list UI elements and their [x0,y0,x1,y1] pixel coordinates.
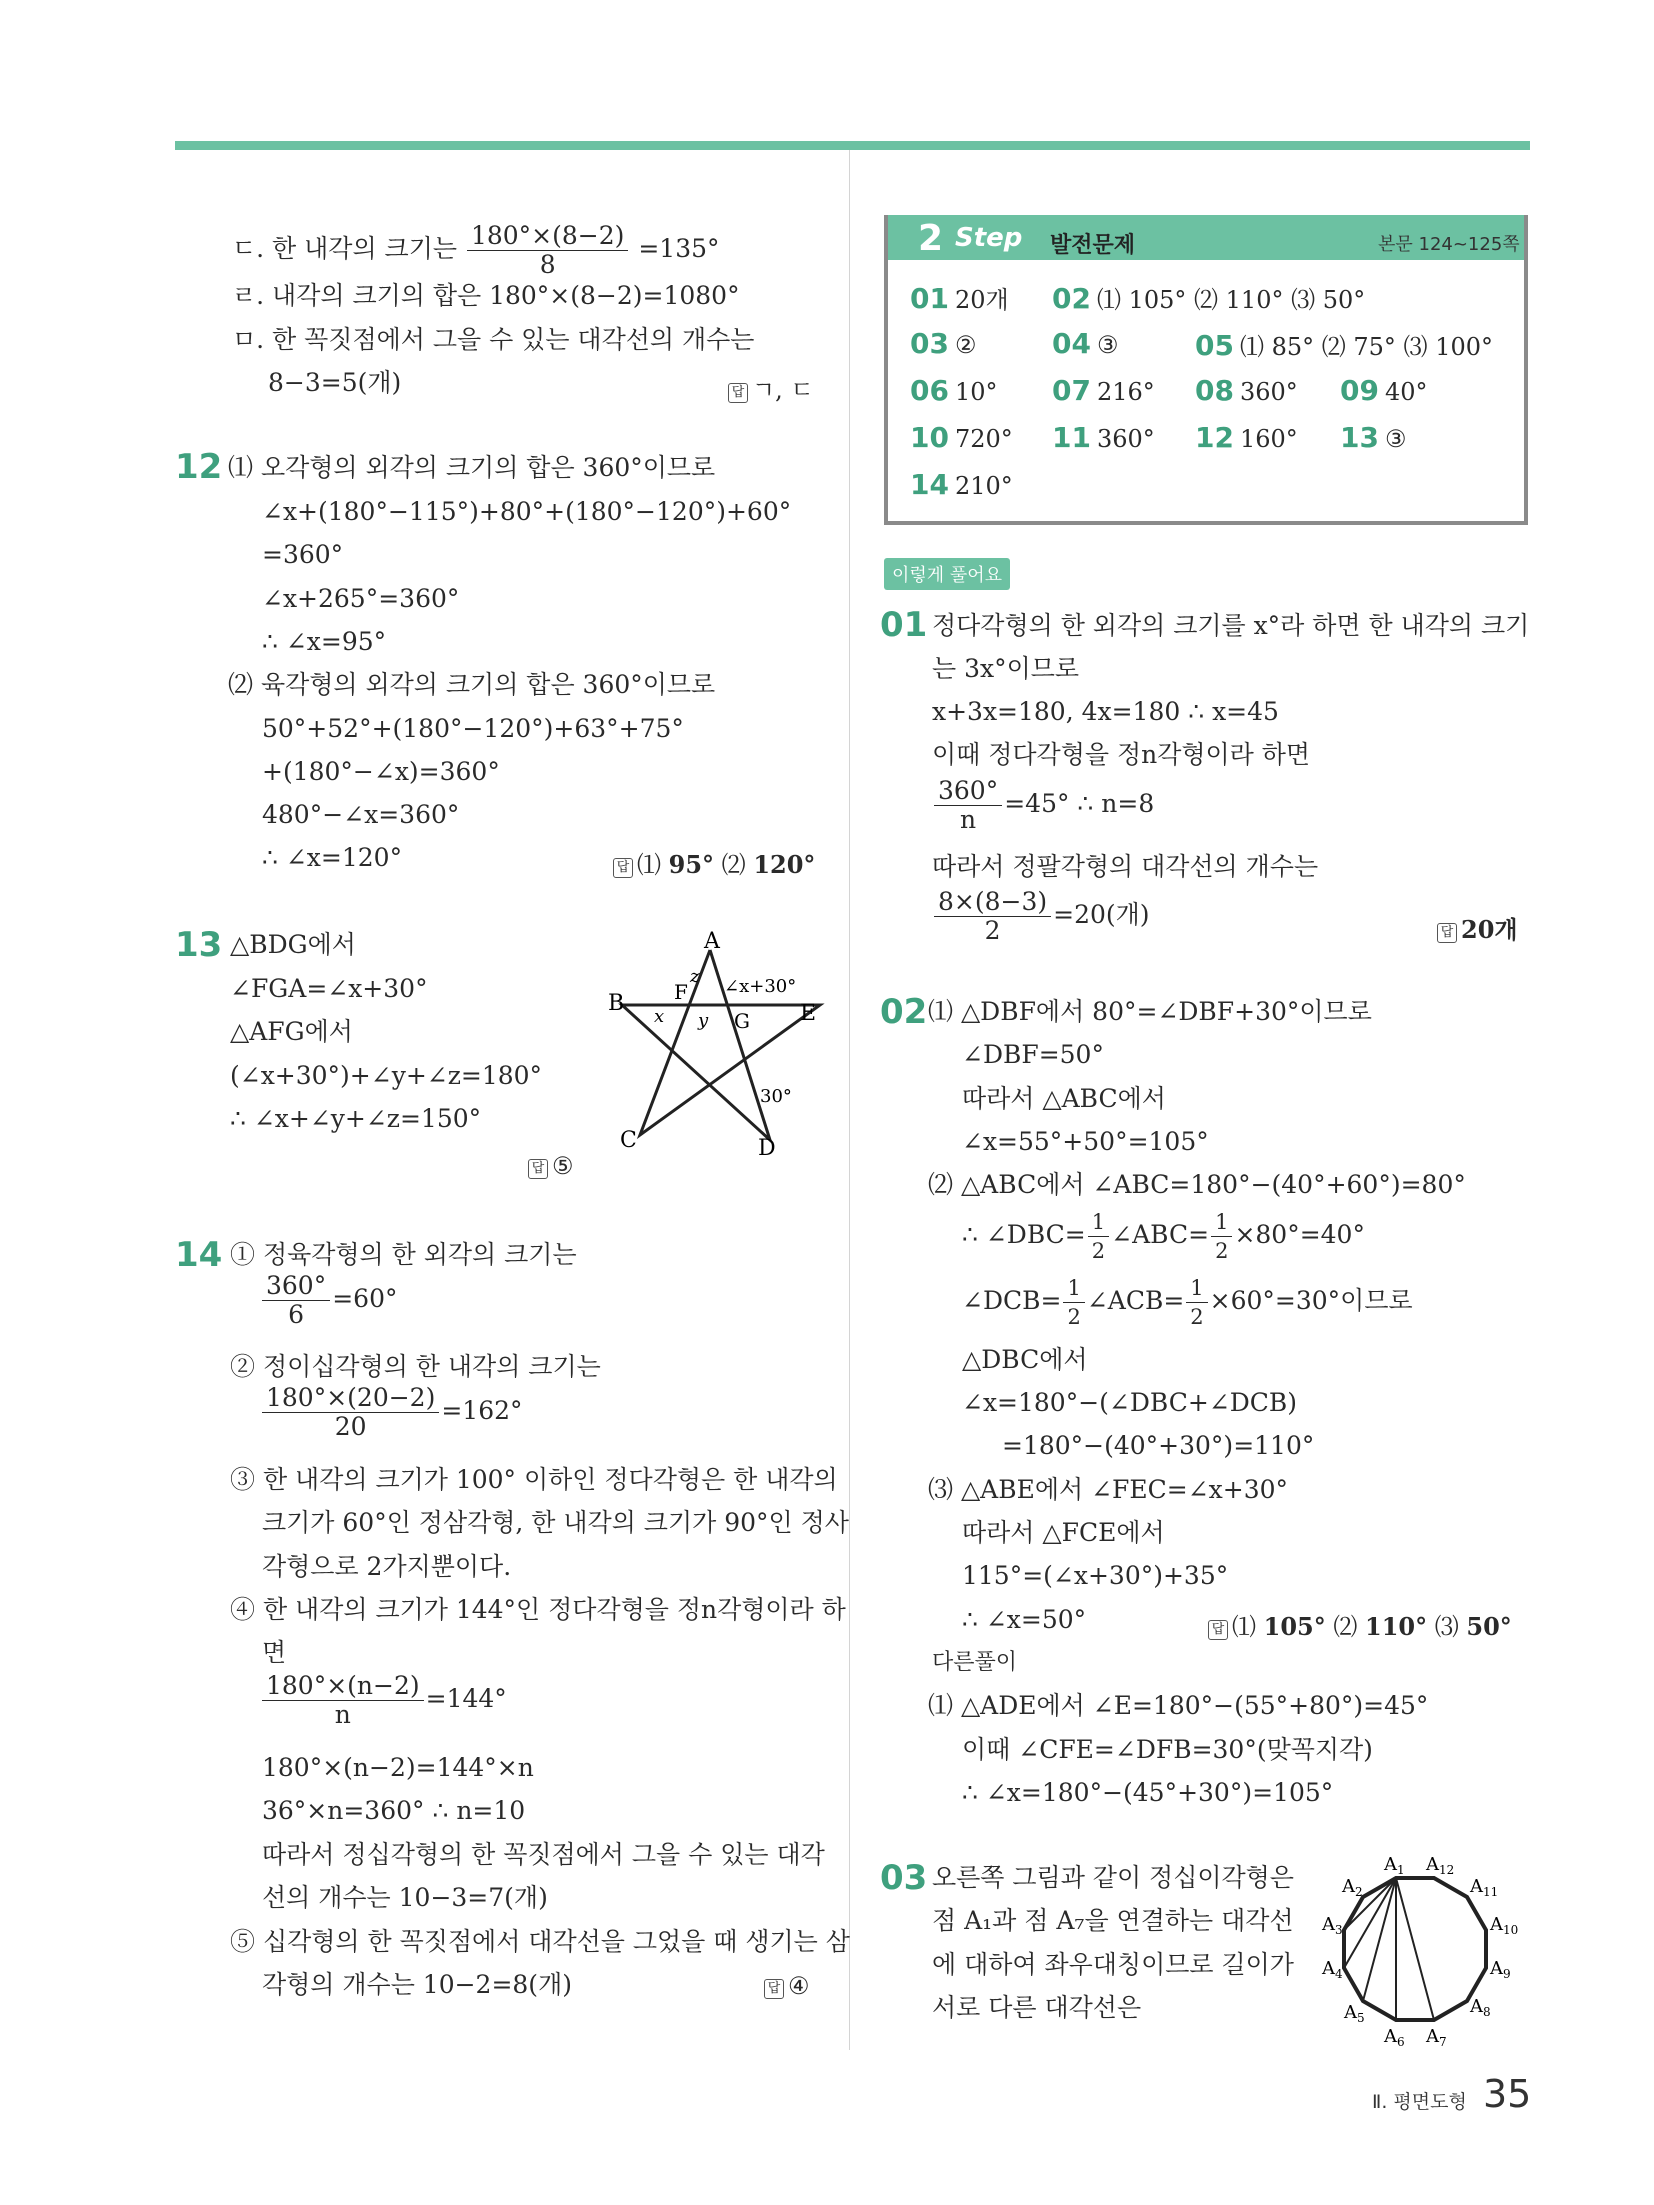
answer-11 [728,370,814,405]
problem-number-03: 03 [880,1858,928,1898]
fraction-denominator: 2 [1215,1239,1229,1263]
p14-line: ③ 한 내각의 크기가 100° 이하인 정다각형은 한 내각의 [230,1465,838,1494]
p14-line: 36°×n=360° ∴ n=10 [262,1796,526,1825]
p02-line: =180°−(40°+30°)=110° [1002,1431,1315,1460]
vertex-A10: $A_{10}$ [1490,1914,1519,1937]
vertex-A9: $A_9$ [1490,1958,1511,1981]
p14-line: 180°×(n−2)=144°×n [262,1753,534,1782]
answer-cell [1340,374,1428,407]
p12-line: +(180°−∠x)=360° [262,757,500,786]
label-C: C [620,1128,637,1153]
fraction-half [1088,1208,1109,1265]
answer-cell [1195,374,1298,407]
problem-number-01: 01 [880,605,928,645]
fraction-denominator: 2 [1091,1239,1106,1263]
answer-cell [1052,280,1365,315]
p13-line: △AFG에서 [230,1017,353,1046]
answer-val: 20개 [954,286,1009,314]
p03-line: 점 A₁과 점 A₇을 연결하는 대각선 [932,1906,1294,1935]
answer-02 [1208,1607,1512,1642]
p14-line: 크기가 60°인 정삼각형, 한 내각의 크기가 90°인 정사 [262,1508,849,1537]
answer-part: ⑴ [1232,1613,1264,1641]
fraction-result: =20(개) [1053,900,1150,929]
answer-num: 14 [910,468,949,501]
p14-fraction-line [260,1672,507,1729]
answer-num: 08 [1195,374,1234,407]
answer-cell [910,421,1013,454]
fraction-result: =60° [332,1284,398,1313]
answer-num: 10 [910,421,949,454]
text: ×80°=40° [1234,1220,1365,1249]
cont-text: ㄷ. 한 내각의 크기는 [232,234,457,263]
answer-text: ⑤ [552,1152,574,1180]
problem-number-12: 12 [175,447,223,487]
label-D: D [758,1136,776,1161]
answer-cell [910,468,1013,501]
answer-text: 20개 [1461,915,1518,944]
answer-val: ③ [1384,425,1407,453]
fraction-numerator: 1 [1186,1274,1207,1303]
answer-text: ㄱ, ㄷ [752,376,814,404]
p13-line: ∠FGA=∠x+30° [230,974,428,1003]
answer-cell [1052,327,1118,360]
fraction-half [1186,1274,1207,1331]
p02-line: ∠x=55°+50°=105° [962,1127,1209,1156]
vertex-A3: $A_3$ [1322,1914,1343,1937]
p02-line: ⑵ △ABC에서 ∠ABC=180°−(40°+60°)=80° [928,1170,1466,1199]
alt-solution-label: 다른풀이 [932,1650,1018,1675]
label-A: A [704,930,720,954]
label-F: F [674,980,688,1004]
answer-part: ⑶ [1427,1613,1467,1641]
fraction-numerator: 180°×(8−2) [467,222,628,251]
answer-val: 160° [1239,425,1298,453]
fraction [262,1272,330,1329]
fraction-result: =144° [425,1684,507,1713]
answer-num: 07 [1052,374,1091,407]
p02-line: △DBC에서 [962,1345,1088,1374]
fraction-denominator: 2 [1067,1305,1081,1329]
text: ∠ABC= [1111,1220,1210,1249]
vertex-A4: $A_4$ [1322,1958,1343,1981]
p12-line: ∴ ∠x=120° [262,843,403,872]
answer-val: 10° [954,378,998,406]
answer-num: 02 [1052,282,1091,315]
label-G: G [734,1009,750,1033]
answer-num: 06 [910,374,949,407]
answer-num: 01 [910,282,949,315]
p02-line-half [962,1274,1413,1331]
cont-line-2: ㄹ. 내각의 크기의 합은 180°×(8−2)=1080° [232,281,740,310]
label-angle-x30: ∠x+30° [724,976,797,997]
fraction-numerator: 360° [934,777,1002,806]
p02-line: 따라서 △FCE에서 [962,1518,1165,1547]
answer-cell [1195,327,1493,362]
p02-line: ⑴ △ADE에서 ∠E=180°−(55°+80°)=45° [928,1691,1429,1720]
fraction [467,222,628,279]
p01-line: 는 3x°이므로 [932,654,1080,683]
fraction-numerator: 1 [1088,1208,1109,1237]
cont-line-1 [232,222,720,279]
p01-line: x+3x=180, 4x=180 ∴ x=45 [932,697,1279,726]
p03-line: 서로 다른 대각선은 [932,1993,1142,2022]
p02-line: ∠DBF=50° [962,1040,1104,1069]
answer-num: 04 [1052,327,1091,360]
fraction [262,1384,439,1441]
fraction-result: =45° ∴ n=8 [1004,789,1155,818]
label-z: z [690,966,700,987]
label-B: B [608,991,625,1016]
p14-line: ④ 한 내각의 크기가 144°인 정다각형을 정n각형이라 하 [230,1595,846,1624]
answer-text: ④ [788,1972,810,2000]
fraction-numerator: 360° [262,1272,330,1301]
p01-fraction-line [932,777,1154,834]
step-pages: 본문 124~125쪽 [1378,234,1520,255]
answer-cell [910,374,998,407]
answer-part: ⑵ [714,851,754,879]
answer-cell [1052,374,1155,407]
cont-result: =135° [638,234,720,263]
p14-line: ⑤ 십각형의 한 꼭짓점에서 대각선을 그었을 때 생기는 삼 [230,1927,850,1956]
answer-badge-icon: 답 [728,383,748,403]
vertex-A2: $A_2$ [1342,1876,1363,1899]
p14-line: 따라서 정십각형의 한 꼭짓점에서 그을 수 있는 대각 [262,1840,825,1869]
vertex-A1: $A_1$ [1384,1854,1405,1877]
answer-01 [1437,910,1518,945]
text: ∴ ∠DBC= [962,1220,1086,1249]
problem-number-14: 14 [175,1235,223,1275]
fraction-numerator: 1 [1063,1274,1084,1303]
fraction-denominator: 20 [334,1412,367,1441]
fraction-half [1211,1208,1232,1265]
diagonal [1396,1878,1434,2020]
fraction-numerator: 1 [1211,1208,1232,1237]
dodecagon-figure [1320,1850,1530,2050]
star-figure [600,930,840,1170]
fraction-half [1063,1274,1084,1331]
answer-num: 03 [910,327,949,360]
fraction-numerator: 180°×(n−2) [262,1672,424,1701]
p13-line: △BDG에서 [230,930,356,959]
answer-badge-icon: 답 [1437,923,1457,943]
p02-line: ⑶ △ABE에서 ∠FEC=∠x+30° [928,1475,1289,1504]
p12-line: ∴ ∠x=95° [262,627,387,656]
answer-part: ⑵ [1325,1613,1366,1641]
vertex-A12: $A_{12}$ [1426,1854,1455,1877]
p12-line: ∠x+(180°−115°)+80°+(180°−120°)+60° [262,497,792,526]
answer-num: 09 [1340,374,1379,407]
fraction-denominator: n [960,805,977,834]
p02-line: ∠x=180°−(∠DBC+∠DCB) [962,1388,1298,1417]
label-x: x [654,1006,665,1027]
fraction-result: =162° [441,1396,523,1425]
problem-number-02: 02 [880,992,928,1032]
answer-val: 210° [954,472,1013,500]
answer-14 [764,1972,810,2000]
p13-line: (∠x+30°)+∠y+∠z=180° [230,1061,543,1090]
p12-line: 50°+52°+(180°−120°)+63°+75° [262,714,684,743]
answer-val: ③ [1096,331,1119,359]
p14-line: 각형의 개수는 10−2=8(개) [262,1970,572,1999]
p12-line: ⑴ 오각형의 외각의 크기의 합은 360°이므로 [228,453,716,482]
p01-line: 이때 정다각형을 정n각형이라 하면 [932,740,1311,769]
cont-line-3: ㅁ. 한 꼭짓점에서 그을 수 있는 대각선의 개수는 [232,325,755,354]
answer-12 [613,845,815,880]
answer-13 [528,1152,574,1180]
fraction-denominator: 2 [984,916,1001,945]
column-divider [849,150,850,2050]
fraction-denominator: 2 [1190,1305,1204,1329]
label-E: E [800,1001,817,1026]
answer-value: 50° [1466,1612,1512,1641]
p14-fraction-line [260,1272,397,1329]
answer-cell [910,327,976,360]
p14-line: ① 정육각형의 한 외각의 크기는 [230,1240,577,1269]
cont-line-4: 8−3=5(개) [268,368,402,397]
answer-badge-icon: 답 [613,858,633,878]
p02-line: 115°=(∠x+30°)+35° [962,1561,1229,1590]
p03-line: 에 대하여 좌우대칭이므로 길이가 [932,1950,1294,1979]
text: ∠DCB= [962,1286,1062,1315]
answer-val: 40° [1384,378,1428,406]
answer-badge-icon: 답 [764,1979,784,1999]
answer-part: ⑴ [637,851,669,879]
answer-num: 11 [1052,421,1091,454]
p01-fraction-line [932,888,1150,945]
answer-value: 105° [1263,1612,1326,1641]
answer-num: 05 [1195,329,1234,362]
answer-val: 360° [1239,378,1298,406]
answer-cell [1195,421,1298,454]
fraction [934,777,1002,834]
answer-cell [910,280,1009,315]
vertex-A8: $A_8$ [1470,1996,1491,2019]
answer-cell [1340,421,1406,454]
problem-number-13: 13 [175,925,223,965]
page-number: 35 [1483,2072,1532,2116]
label-y: y [698,1010,709,1031]
answer-value: 95° [668,850,715,879]
p02-line: 따라서 △ABC에서 [962,1084,1166,1113]
p12-line: ⑵ 육각형의 외각의 크기의 합은 360°이므로 [228,670,716,699]
answer-value: 120° [753,850,816,879]
fraction-denominator: n [334,1700,351,1729]
p13-line: ∴ ∠x+∠y+∠z=150° [230,1104,482,1133]
p02-line: ∴ ∠x=180°−(45°+30°)=105° [962,1778,1334,1807]
p01-line: 따라서 정팔각형의 대각선의 개수는 [932,852,1319,881]
answer-val: 720° [954,425,1013,453]
p12-line: ∠x+265°=360° [262,584,460,613]
answer-num: 12 [1195,421,1234,454]
fraction-numerator: 180°×(20−2) [262,1384,439,1413]
footer-section: Ⅱ. 평면도형 [1372,2091,1467,2113]
answer-val: ⑴ 105° ⑵ 110° ⑶ 50° [1096,286,1366,314]
answer-value: 110° [1365,1612,1428,1641]
answer-val: 360° [1096,425,1155,453]
answer-badge-icon: 답 [528,1159,548,1179]
vertex-A6: $A_6$ [1384,2026,1405,2049]
p02-line: 이때 ∠CFE=∠DFB=30°(맞꼭지각) [962,1735,1373,1764]
p01-line: 정다각형의 한 외각의 크기를 x°라 하면 한 내각의 크기 [932,611,1530,640]
p12-line: 480°−∠x=360° [262,800,460,829]
fraction-numerator: 8×(8−3) [934,888,1051,917]
solution-tag: 이렇게 풀어요 [884,558,1010,590]
step-word: Step [955,223,1023,253]
vertex-A7: $A_7$ [1426,2026,1447,2049]
p02-line-half [962,1208,1365,1265]
answer-val: ② [954,331,977,359]
p14-line: 면 [262,1638,287,1667]
answer-cell [1052,421,1155,454]
fraction [934,888,1051,945]
fraction-denominator: 6 [288,1300,305,1329]
p14-line: 각형으로 2가지뿐이다. [262,1552,512,1581]
vertex-A5: $A_5$ [1344,2002,1365,2025]
p12-line: =360° [262,540,344,569]
p02-line: ∴ ∠x=50° [962,1605,1087,1634]
fraction [262,1672,424,1729]
label-angle-30: 30° [760,1086,792,1107]
step-title: 발전문제 [1050,233,1136,258]
p14-line: ② 정이십각형의 한 내각의 크기는 [230,1352,601,1381]
answer-badge-icon: 답 [1208,1620,1228,1640]
p14-fraction-line [260,1384,523,1441]
p14-line: 선의 개수는 10−3=7(개) [262,1883,548,1912]
step-number: 2 [918,218,944,259]
p02-line: ⑴ △DBF에서 80°=∠DBF+30°이므로 [928,997,1372,1026]
vertex-A11: $A_{11}$ [1470,1876,1499,1899]
fraction-denominator: 8 [539,250,556,279]
answer-val: 216° [1096,378,1155,406]
top-accent-bar [175,141,1530,150]
p03-line: 오른쪽 그림과 같이 정십이각형은 [932,1863,1294,1892]
answer-num: 13 [1340,421,1379,454]
text: ×60°=30°이므로 [1209,1286,1413,1315]
text: ∠ACB= [1086,1286,1185,1315]
answer-val: ⑴ 85° ⑵ 75° ⑶ 100° [1239,333,1493,361]
